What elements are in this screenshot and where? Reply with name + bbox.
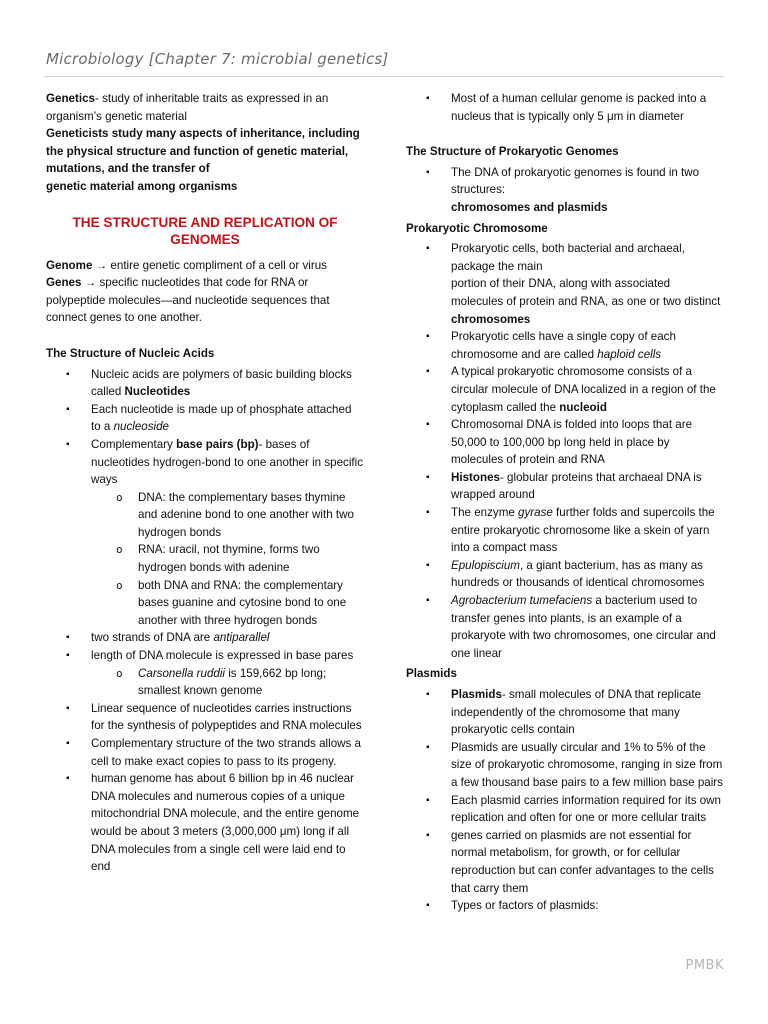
list-item: [46, 629, 364, 647]
list-item: ▪ human genome has about 6 billion bp in 46 nuclear DNA molecules and numerous copies of a unique mitochondrial DNA molecule, and the entire genome would be about 3 meters (3,000,000 μm) long if all DNA molecules from a single cell were laid end to end: [46, 770, 364, 876]
item-text: , a giant bacterium, has as many as hundreds or thousands of identical chromosomes: [451, 558, 705, 590]
item-text: The enzyme: [451, 506, 519, 520]
item-text: Prokaryotic cells, both bacterial and archaeal, package the main: [451, 242, 685, 273]
item-text: portion of their DNA, along with associated molecules of protein and RNA, as one or two distinct: [451, 277, 721, 308]
section-title: THE STRUCTURE AND REPLICATION OF GENOMES: [72, 214, 338, 247]
item-text: Complementary: [91, 437, 177, 451]
list-item: [46, 436, 364, 630]
item-bold: chromosomes: [451, 312, 531, 326]
list-item: ▪ Chromosomal DNA is folded into loops that are 50,000 to 100,000 bp long held in place by molecules of protein and RNA: [406, 416, 724, 469]
sub-list-item: o DNA: the complementary bases thymine and adenine bond to one another with two hydrogen bonds: [91, 489, 364, 542]
base-pair-sublist: [91, 489, 364, 630]
list-item: [406, 504, 724, 557]
item-bold: Plasmids: [451, 688, 502, 701]
item-italic: Agrobacterium tumefaciens: [451, 594, 593, 608]
list-item: ▪ Complementary structure of the two strands allows a cell to make exact copies to pass to its progeny.: [46, 735, 364, 770]
list-item: [406, 240, 724, 328]
prokaryotic-chromosome-list: [406, 240, 724, 662]
sub-list-item: [91, 665, 364, 700]
genome-size-list: [406, 90, 724, 125]
item-italic: Carsonella ruddii: [138, 666, 225, 680]
sub-list-item: o RNA: uracil, not thymine, forms two hydrogen bonds with adenine: [91, 541, 364, 576]
genes-definition: [46, 274, 364, 327]
item-italic: Epulopiscium: [451, 558, 520, 572]
genome-def-text: → entire genetic compliment of a cell or virus: [92, 258, 327, 272]
nucleic-acids-list: [46, 366, 364, 876]
dna-length-sublist: [91, 665, 364, 700]
item-italic: gyrase: [518, 506, 553, 520]
genes-def-text: → specific nucleotides that code for RNA or polypeptide molecules—and nucleotide sequences that connect genes to one another.: [46, 276, 330, 325]
item-bold: base pairs (bp): [176, 437, 259, 451]
item-text: Prokaryotic cells have a single copy of each chromosome and are called: [451, 330, 676, 361]
list-item: ▪ Linear sequence of nucleotides carries instructions for the synthesis of polypeptides and RNA molecules: [46, 700, 364, 735]
item-text: - small molecules of DNA that replicate independently of the chromosome that many prokaryotic cells contain: [451, 688, 702, 737]
list-item: [46, 647, 364, 700]
sub-list-item: o both DNA and RNA: the complementary bases guanine and cytosine bond to one another with three hydrogen bonds: [91, 577, 364, 630]
list-item: [46, 401, 364, 436]
list-item: [406, 686, 724, 739]
left-column: [46, 90, 364, 876]
item-italic: nucleoside: [113, 420, 169, 434]
list-item: ▪ Most of a human cellular genome is packed into a nucleus that is typically only 5 μm in diameter: [406, 90, 724, 125]
item-text: A typical prokaryotic chromosome consists of a circular molecule of DNA localized in a region of the cytoplasm called the: [451, 365, 716, 414]
item-text: - bases of nucleotides hydrogen-bond to one another in specific ways: [91, 437, 363, 487]
item-bold: nucleoid: [559, 400, 607, 414]
list-item: ▪ genes carried on plasmids are not essential for normal metabolism, for growth, or for cellular reproduction but can confer advantages to the cells that carry them: [406, 827, 724, 897]
item-text: The DNA of prokaryotic genomes is found in two structures:: [451, 165, 700, 197]
list-item: ▪ Types or factors of plasmids:: [406, 897, 724, 915]
item-italic: antiparallel: [213, 631, 270, 645]
list-item: [46, 366, 364, 401]
list-item: ▪ Plasmids are usually circular and 1% to 5% of the size of prokaryotic chromosome, ranging in size from a few thousand base pairs to a few million base pairs: [406, 739, 724, 792]
item-italic: haploid cells: [597, 347, 662, 361]
item-text: a bacterium used to transfer genes into plants, is an example of a prokaryote with two chromosomes, one circular and one linear: [451, 594, 716, 660]
genes-term: Genes: [46, 276, 82, 290]
item-text: Each nucleotide is made up of phosphate attached to a: [91, 402, 352, 434]
header-divider: [44, 76, 724, 77]
genetics-def-text: - study of inheritable traits as expressed in an organism’s genetic material: [46, 92, 329, 123]
genome-definition: [46, 257, 364, 275]
list-item: [406, 557, 724, 592]
item-bold: Histones: [451, 470, 500, 484]
item-text: is 159,662 bp long; smallest known genome: [138, 666, 327, 698]
list-item: [406, 469, 724, 504]
list-item: [406, 363, 724, 416]
plasmids-heading: Plasmids: [406, 667, 457, 681]
right-column: [406, 90, 724, 915]
nucleic-acids-heading: The Structure of Nucleic Acids: [46, 346, 215, 360]
item-bold: Nucleotides: [124, 385, 191, 399]
genome-term: Genome: [46, 258, 93, 272]
geneticists-line: Geneticists study many aspects of inheritance, including the physical structure and function of genetic material, mutations, and the transfer of: [46, 127, 360, 176]
list-item: [406, 328, 724, 363]
list-item: [406, 592, 724, 662]
footer-initials: PMBK: [685, 958, 724, 973]
prokaryotic-genomes-list: [406, 164, 724, 217]
item-text: length of DNA molecule is expressed in base pares: [91, 649, 354, 663]
list-item: ▪ Each plasmid carries information required for its own replication and often for one or more cellular traits: [406, 792, 724, 827]
genetics-definition: [46, 90, 364, 125]
page-header-title: Microbiology [Chapter 7: microbial genetics]: [46, 50, 389, 68]
genetic-material-line: genetic material among organisms: [46, 179, 238, 193]
list-item: [406, 164, 724, 217]
item-bold: chromosomes and plasmids: [451, 200, 608, 214]
genetics-term: Genetics: [46, 92, 95, 105]
item-text: Nucleic acids are polymers of basic building blocks called: [91, 367, 352, 399]
prokaryotic-chromosome-heading: Prokaryotic Chromosome: [406, 221, 548, 235]
item-text: - globular proteins that archaeal DNA is wrapped around: [451, 470, 702, 502]
prokaryotic-genomes-heading: The Structure of Prokaryotic Genomes: [406, 145, 619, 159]
plasmids-list: [406, 686, 724, 915]
item-text: further folds and supercoils the entire prokaryotic chromosome like a skein of yarn into a compact mass: [451, 506, 715, 555]
item-text: two strands of DNA are: [91, 631, 214, 645]
